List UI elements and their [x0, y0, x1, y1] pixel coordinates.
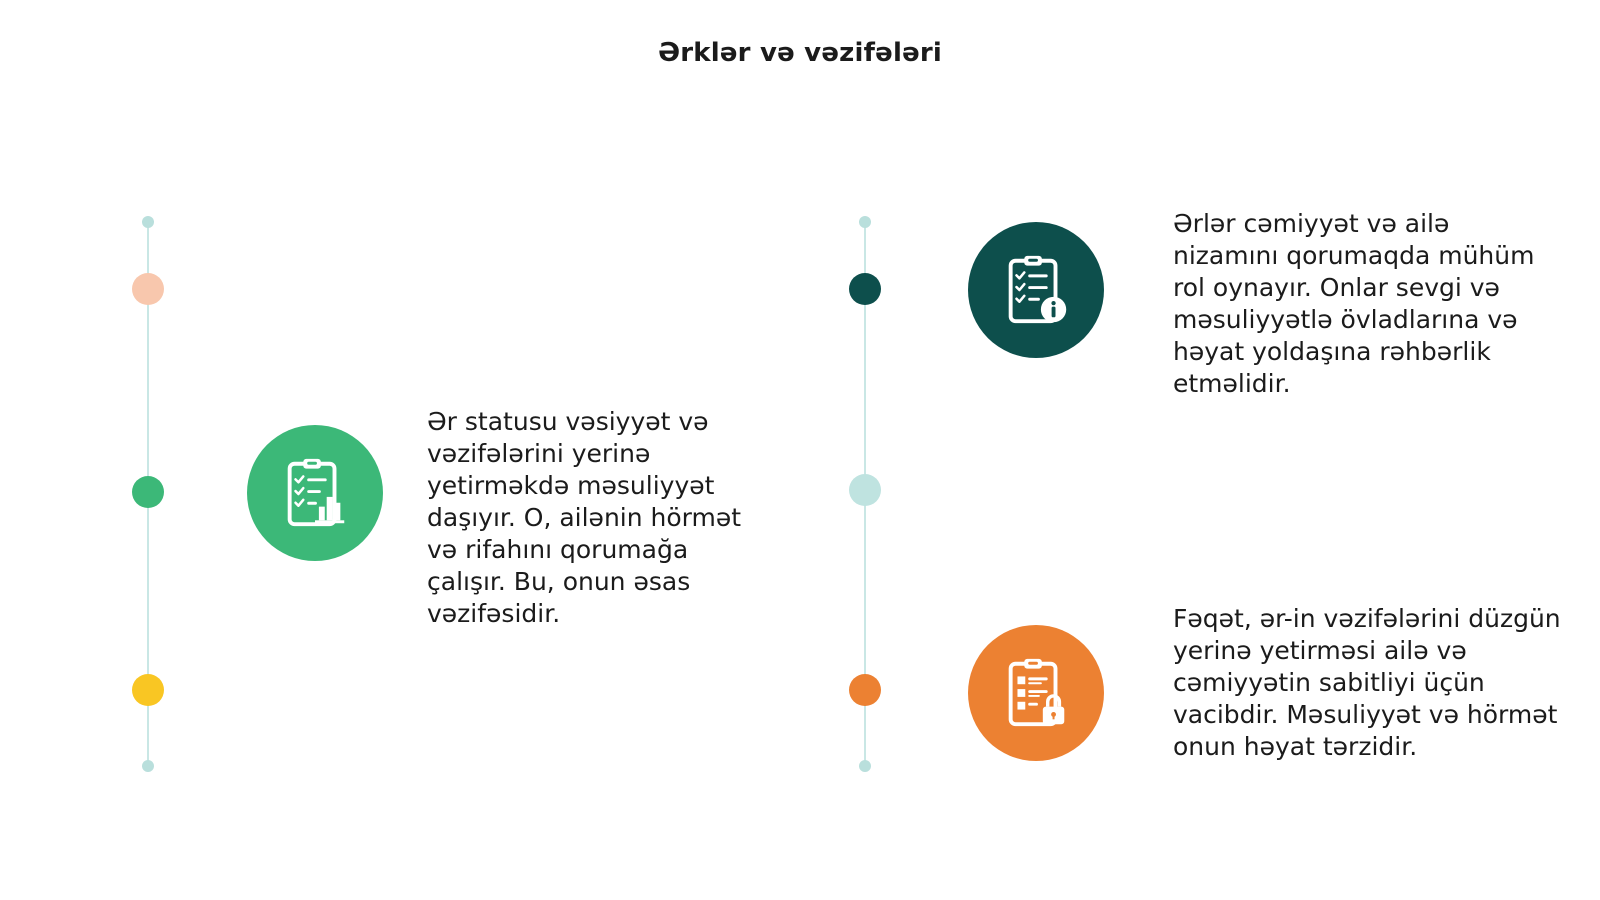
icon-circle-green [247, 425, 383, 561]
timeline-node-yellow [132, 674, 164, 706]
description-item-2: Ərlər cəmiyyət və ailə nizamını qorumaqda mühüm rol oynayır. Onlar sevgi və məsuliyyətlə övladlarına və həyat yoldaşına rəhbərlik etməlidir. [1173, 209, 1535, 398]
right-timeline-bottom-cap [859, 760, 871, 772]
description-item-3: Fəqət, ər-in vəzifələrini düzgün yerinə yetirməsi ailə və cəmiyyətin sabitliyi üçün vacibdir. Məsuliyyət və hörmət onun həyat tərzidir. [1173, 604, 1561, 761]
clipboard-chart-icon [276, 454, 354, 532]
timeline-node-peach [132, 273, 164, 305]
timeline-node-dark-teal [849, 273, 881, 305]
clipboard-info-icon [997, 251, 1075, 329]
slide-title: Ərklər və vəzifələri [657, 38, 943, 68]
timeline-node-green [132, 476, 164, 508]
timeline-node-orange [849, 674, 881, 706]
clipboard-lock-icon [997, 654, 1075, 732]
description-item-1: Ər statusu vəsiyyət və vəzifələrini yerinə yetirməkdə məsuliyyət daşıyır. O, ailənin hörmət və rifahını qorumağa çalışır. Bu, onun əsas vəzifəsidir. [427, 407, 742, 628]
icon-circle-dark-teal [968, 222, 1104, 358]
left-timeline-bottom-cap [142, 760, 154, 772]
left-timeline-top-cap [142, 216, 154, 228]
timeline-node-light-teal [849, 474, 881, 506]
right-timeline-top-cap [859, 216, 871, 228]
icon-circle-orange [968, 625, 1104, 761]
